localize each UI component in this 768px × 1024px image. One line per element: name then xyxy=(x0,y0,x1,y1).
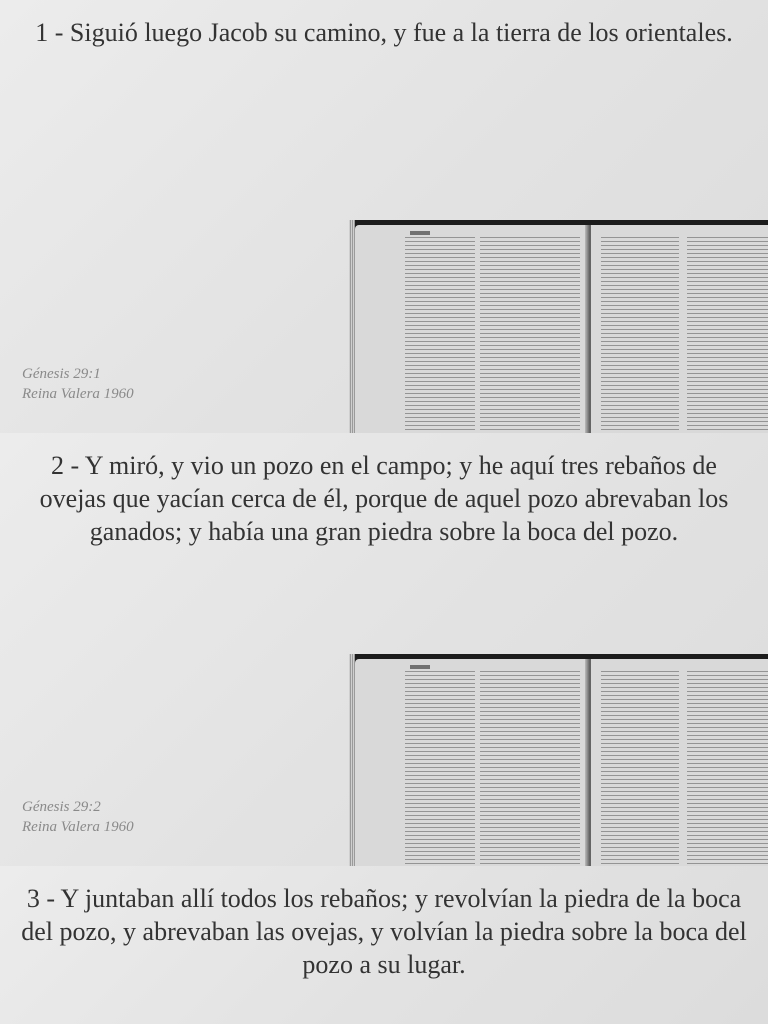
verse-panel-3 xyxy=(0,866,768,1024)
verse-text: 1 - Siguió luego Jacob su camino, y fue a la tierra de los orientales. xyxy=(35,18,733,47)
verse-panel-1 xyxy=(0,0,768,433)
bible-right-page xyxy=(591,225,768,433)
verse-panel-2 xyxy=(0,433,768,866)
reference-version: Reina Valera 1960 xyxy=(22,819,134,835)
open-bible-image xyxy=(349,220,768,433)
verse-reference xyxy=(22,797,134,837)
reference-version: Reina Valera 1960 xyxy=(22,386,134,402)
verse-text: 3 - Y juntaban allí todos los rebaños; y revolvían la piedra de la boca del pozo, y abrevaban las ovejas, y volvían la piedra sobre la boca del pozo a su lugar. xyxy=(21,884,747,979)
bible-right-page xyxy=(591,659,768,866)
verse-reference xyxy=(22,364,134,404)
bible-left-page xyxy=(355,659,589,866)
verse-text: 2 - Y miró, y vio un pozo en el campo; y he aquí tres rebaños de ovejas que yacían cerca de él, porque de aquel pozo abrevaban los ganados; y había una gran piedra sobre la boca del pozo. xyxy=(39,451,729,546)
bible-left-page xyxy=(355,225,589,433)
reference-book: Génesis 29:2 xyxy=(22,799,101,815)
reference-book: Génesis 29:1 xyxy=(22,366,101,382)
open-bible-image xyxy=(349,654,768,866)
